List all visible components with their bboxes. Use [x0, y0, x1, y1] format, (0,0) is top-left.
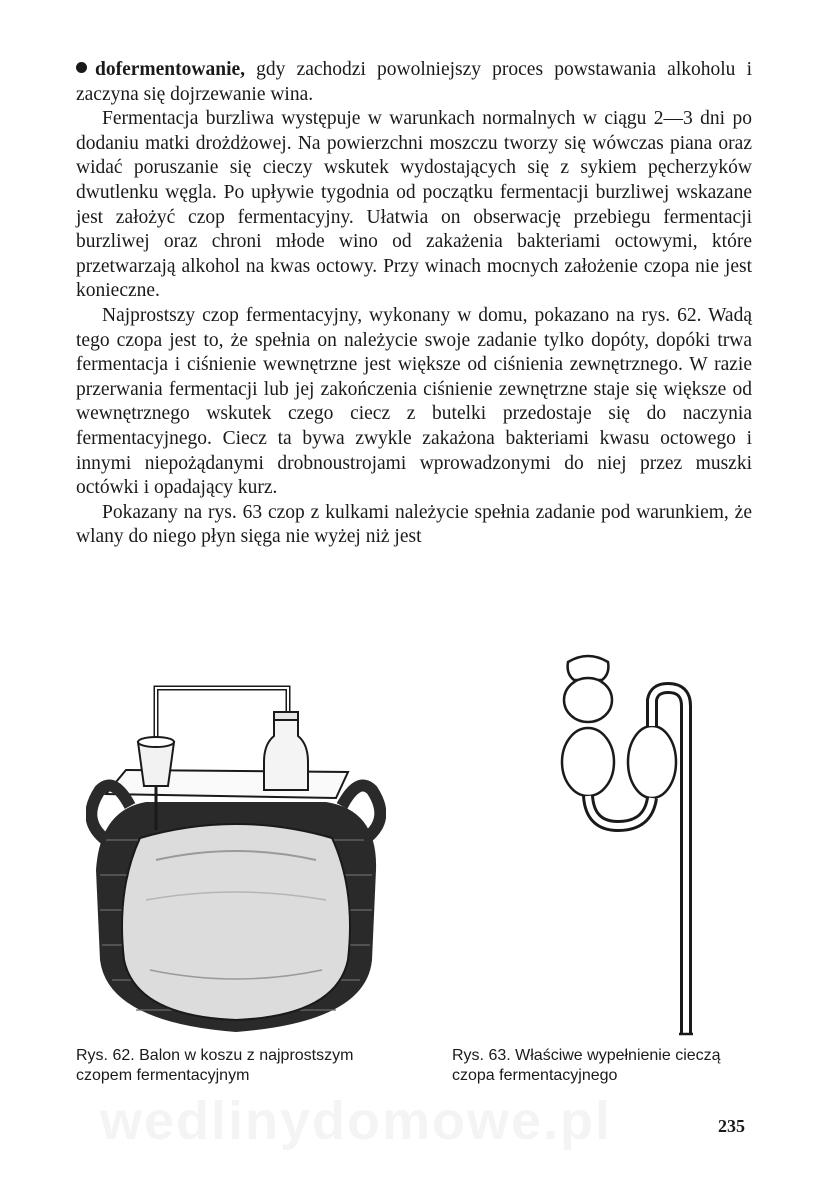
- paragraph-fermentation: Fermentacja burzliwa występuje w warunkach normalnych w ciągu 2—3 dni po dodaniu matki drożdżowej. Na powierzchni moszczu tworzy się wówczas piana oraz widać poruszanie się cieczy wskutek wydostających się z sykiem pęcherzyków dwutlenku węgla. Po upływie tygodnia od początku fermentacji burzliwej wskazane jest założyć czop fermentacyjny. Ułatwia on obserwację przebiegu fermentacji burzliwej oraz chroni młode wino od zakażenia bakteriami octowymi, które przetwarzają alkohol na kwas octowy. Przy winach mocnych założenie czopa nie jest konieczne.: [76, 108, 752, 302]
- page-number: 235: [718, 1116, 745, 1136]
- bullet-icon: [76, 62, 87, 73]
- bullet-paragraph: [76, 58, 752, 107]
- paragraph-ball-airlock: Pokazany na rys. 63 czop z kulkami należycie spełnia zadanie pod warunkiem, że wlany do niego płyn sięga nie wyżej niż jest: [76, 501, 752, 548]
- bullet-lead-term: dofermentowanie,: [95, 59, 246, 80]
- paragraph-simple-airlock: Najprostszy czop fermentacyjny, wykonany w domu, pokazano na rys. 62. Wadą tego czopa jest to, że spełnia on należycie swoje zadanie tylko dopóty, dopóki trwa fermentacja i ciśnienie wewnętrzne jest większe od ciśnienia zewnętrznego. W razie przerwania fermentacji lub jej zakończenia ciśnienie zewnętrzne staje się większe od wewnętrznego wskutek czego ciecz z butelki przedostaje się do naczynia fermentacyjnego. Ciecz ta bywa zwykle zakażona bakteriami kwasu octowego i innymi niepożądanymi drobnoustrojami wprowadzonymi do niej przez muszki octówki i opadający kurz.: [76, 304, 752, 499]
- watermark: [100, 1090, 612, 1152]
- figure-63-airlock-illustration: [540, 650, 760, 1040]
- figure-62-demijohn-illustration: [86, 670, 386, 1040]
- figure-62-caption: Rys. 62. Balon w koszu z najprostszym czopem fermentacyjnym: [76, 1047, 354, 1084]
- bullet-text: gdy zachodzi powolniejszy proces powstawania alkoholu i zaczyna się dojrzewanie wina.: [76, 59, 752, 105]
- figure-63-caption: Rys. 63. Właściwe wypełnienie cieczą czopa fermentacyjnego: [452, 1047, 721, 1084]
- body-text: [76, 58, 752, 550]
